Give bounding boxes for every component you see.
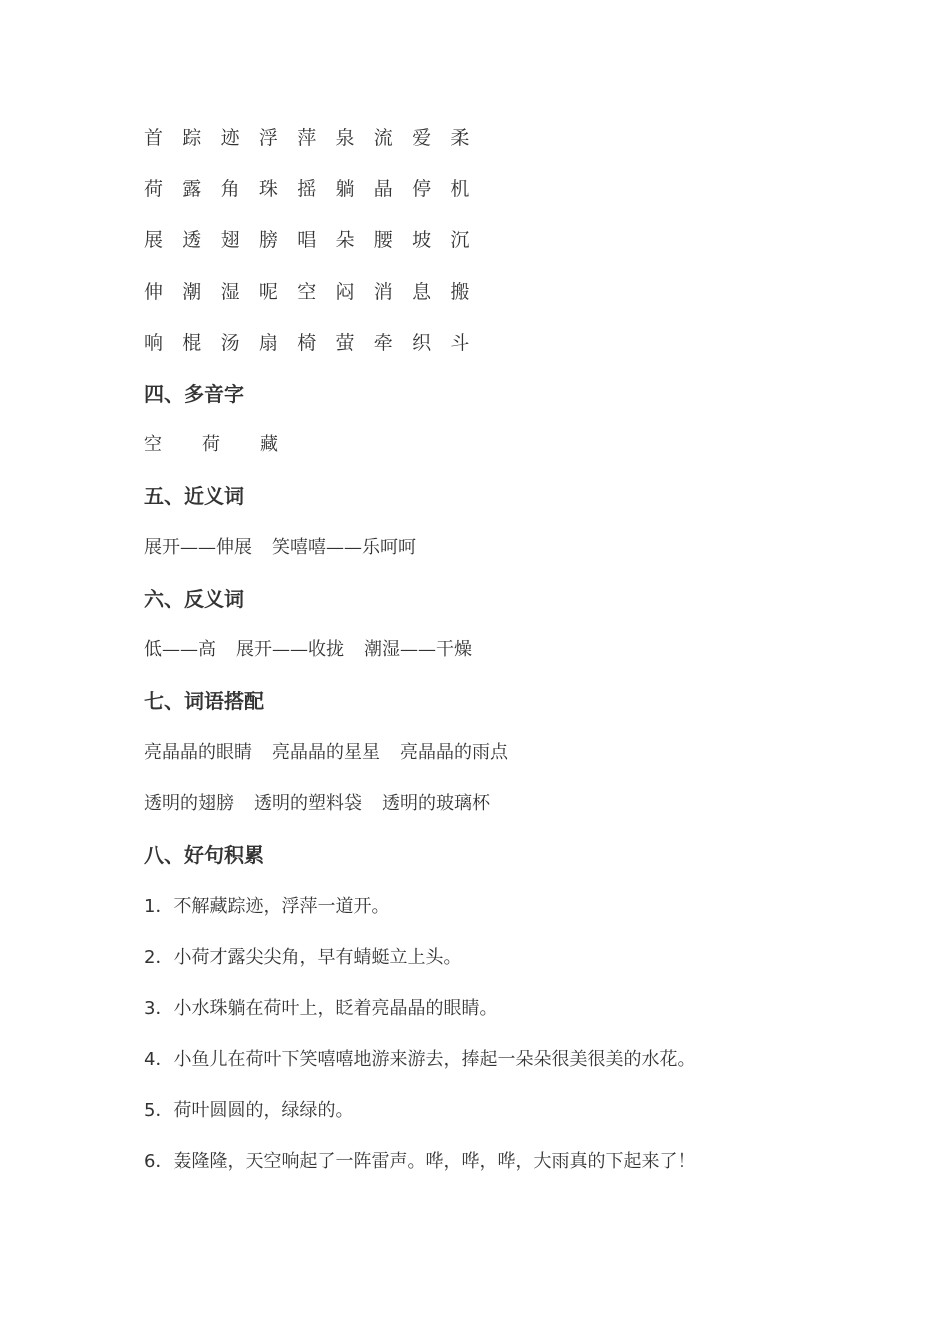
sentence-text: 轰隆隆，天空响起了一阵雷声。哗，哗，哗，大雨真的下起来了！ — [173, 1151, 696, 1172]
sentence-text: 小荷才露尖尖角，早有蜻蜓立上头。 — [173, 947, 462, 968]
polyphone-item: 荷 — [202, 434, 220, 455]
sentence-item — [144, 996, 497, 1022]
character: 消 — [373, 281, 393, 303]
collocation-item: 亮晶晶的雨点 — [400, 742, 508, 763]
character: 露 — [182, 178, 202, 200]
sentence-text: 不解藏踪迹，浮萍一道开。 — [173, 896, 390, 917]
character-row — [144, 330, 489, 356]
character: 扇 — [258, 332, 278, 354]
synonym-pair: 展开——伸展 — [144, 537, 252, 558]
collocation-item: 透明的翅膀 — [144, 793, 234, 814]
character: 展 — [144, 229, 164, 251]
character: 流 — [373, 127, 393, 149]
character: 朵 — [335, 229, 355, 251]
character: 膀 — [258, 229, 278, 251]
sentence-item — [144, 1098, 353, 1124]
antonym-pair: 潮湿——干燥 — [364, 639, 472, 660]
character-row — [144, 279, 489, 305]
sentence-item — [144, 945, 461, 971]
character: 伸 — [144, 281, 164, 303]
character-row — [144, 227, 489, 253]
sentence-item — [144, 894, 389, 920]
sentence-number: 3． — [144, 998, 174, 1019]
character: 唱 — [297, 229, 317, 251]
character: 踪 — [182, 127, 202, 149]
sentence-number: 6． — [144, 1151, 174, 1172]
section-heading-collocations: 七、词语搭配 — [144, 689, 264, 713]
character: 首 — [144, 127, 164, 149]
character: 浮 — [258, 127, 278, 149]
character: 棍 — [182, 332, 202, 354]
section-heading-sentences: 八、好句积累 — [144, 843, 264, 867]
character-row — [144, 176, 489, 202]
section-heading-polyphones: 四、多音字 — [144, 382, 244, 406]
polyphone-item: 藏 — [260, 434, 278, 455]
sentence-item — [144, 1149, 695, 1175]
character: 湿 — [220, 281, 240, 303]
character: 萍 — [297, 127, 317, 149]
character: 沉 — [450, 229, 470, 251]
character: 息 — [412, 281, 432, 303]
sentence-number: 2． — [144, 947, 174, 968]
antonym-list — [144, 637, 472, 663]
character: 泉 — [335, 127, 355, 149]
character: 椅 — [297, 332, 317, 354]
character: 角 — [220, 178, 240, 200]
character: 牵 — [373, 332, 393, 354]
character: 晶 — [373, 178, 393, 200]
antonym-pair: 展开——收拢 — [236, 639, 344, 660]
character: 腰 — [373, 229, 393, 251]
character: 织 — [412, 332, 432, 354]
polyphone-list — [144, 432, 318, 458]
character: 柔 — [450, 127, 470, 149]
character: 爱 — [412, 127, 432, 149]
character: 潮 — [182, 281, 202, 303]
character: 翅 — [220, 229, 240, 251]
character: 呢 — [258, 281, 278, 303]
sentence-text: 小鱼儿在荷叶下笑嘻嘻地游来游去，捧起一朵朵很美很美的水花。 — [173, 1049, 696, 1070]
polyphone-item: 空 — [144, 434, 162, 455]
sentence-item — [144, 1047, 695, 1073]
character: 躺 — [335, 178, 355, 200]
character: 摇 — [297, 178, 317, 200]
character: 汤 — [220, 332, 240, 354]
character: 闷 — [335, 281, 355, 303]
sentence-number: 1． — [144, 896, 174, 917]
sentence-number: 4． — [144, 1049, 174, 1070]
character: 空 — [297, 281, 317, 303]
character: 珠 — [258, 178, 278, 200]
antonym-pair: 低——高 — [144, 639, 216, 660]
character: 斗 — [450, 332, 470, 354]
character: 透 — [182, 229, 202, 251]
collocation-item: 亮晶晶的眼睛 — [144, 742, 252, 763]
character: 响 — [144, 332, 164, 354]
character: 坡 — [412, 229, 432, 251]
character: 萤 — [335, 332, 355, 354]
collocation-item: 透明的玻璃杯 — [382, 793, 490, 814]
character: 荷 — [144, 178, 164, 200]
character-row — [144, 125, 489, 151]
section-heading-synonyms: 五、近义词 — [144, 484, 244, 508]
sentence-text: 小水珠躺在荷叶上，眨着亮晶晶的眼睛。 — [173, 998, 498, 1019]
synonym-list — [144, 535, 416, 561]
collocation-line — [144, 740, 508, 766]
character: 迹 — [220, 127, 240, 149]
collocation-line — [144, 791, 490, 817]
character: 搬 — [450, 281, 470, 303]
section-heading-antonyms: 六、反义词 — [144, 587, 244, 611]
character: 停 — [412, 178, 432, 200]
character: 机 — [450, 178, 470, 200]
sentence-number: 5． — [144, 1100, 174, 1121]
sentence-text: 荷叶圆圆的，绿绿的。 — [173, 1100, 354, 1121]
synonym-pair: 笑嘻嘻——乐呵呵 — [272, 537, 416, 558]
collocation-item: 亮晶晶的星星 — [272, 742, 380, 763]
collocation-item: 透明的塑料袋 — [254, 793, 362, 814]
